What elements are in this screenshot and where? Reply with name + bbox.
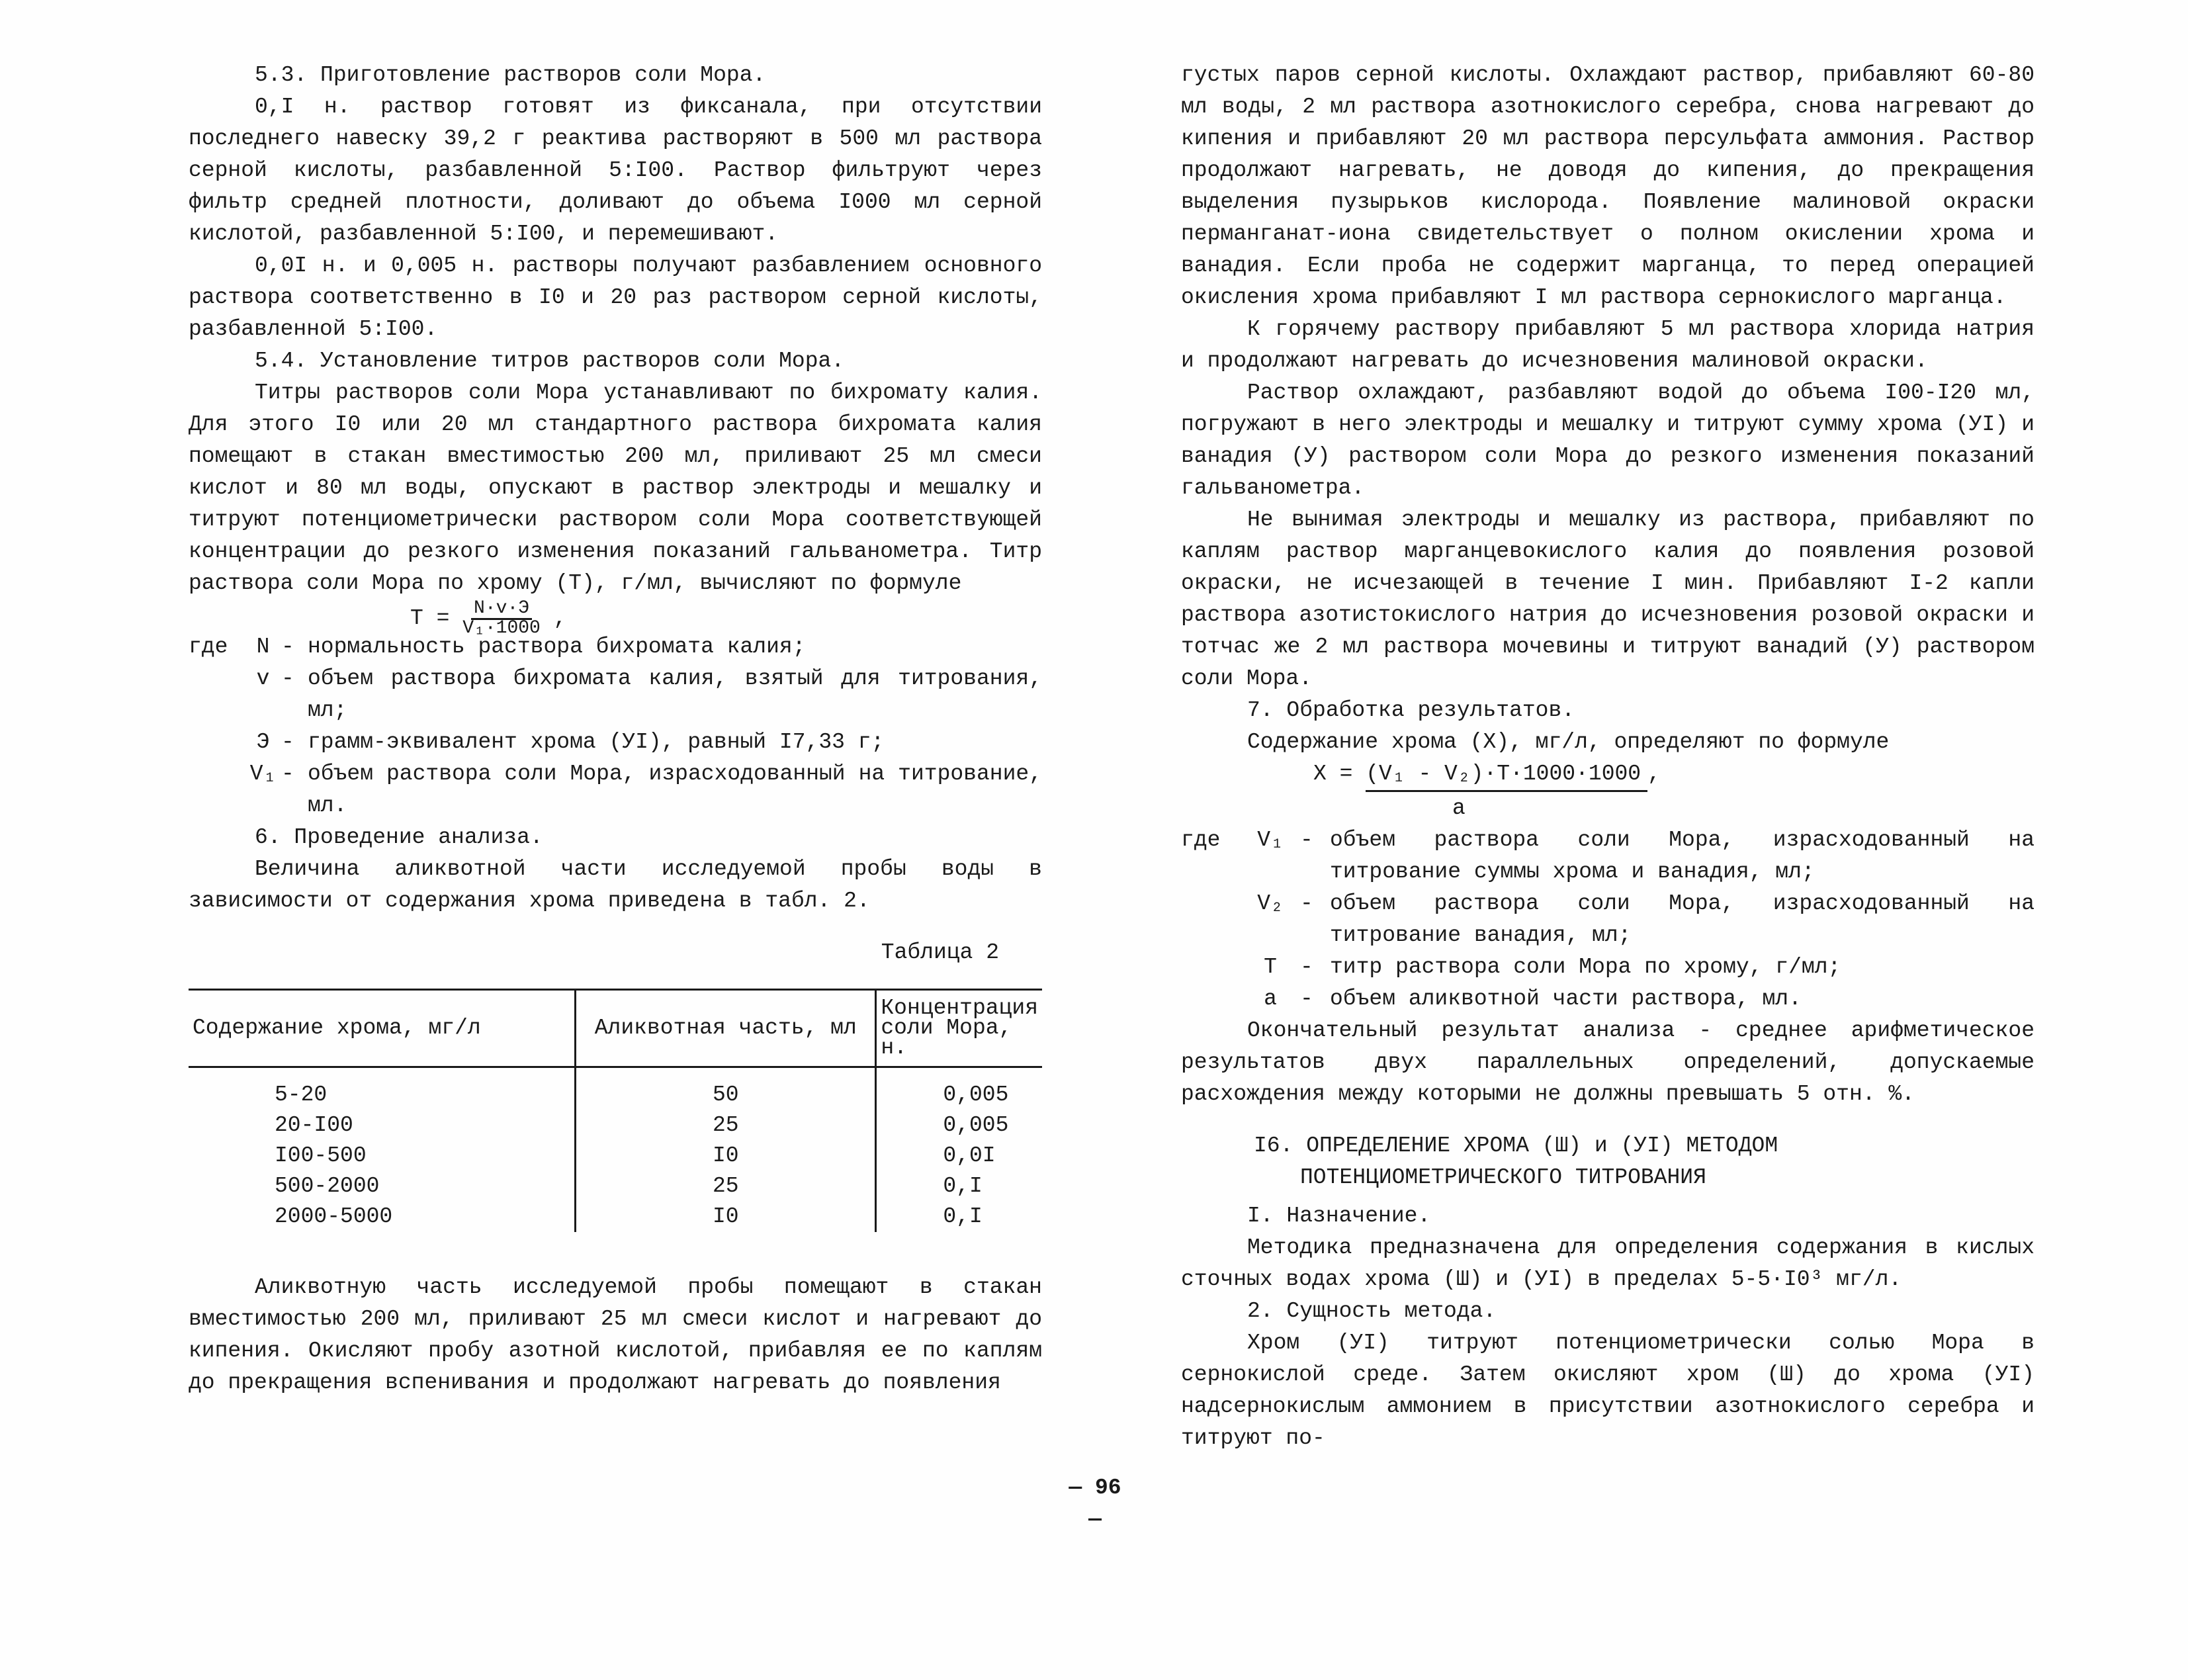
legend-symbol: a <box>1264 987 1277 1011</box>
legend-dash: - <box>281 730 294 754</box>
legend-symbol: V₂ <box>1257 891 1284 916</box>
section-heading-6: 6. Проведение анализа. <box>255 825 543 850</box>
legend-text: объем раствора соли Мора, израсходованный на титрование, мл. <box>308 762 1042 818</box>
table-cell: 2000-5000 <box>275 1204 393 1229</box>
paragraph: К горячему раствору прибавляют 5 мл раствора хлорида натрия и продолжают нагревать до исчезновения малиновой окраски. <box>1181 317 2035 373</box>
formula-numerator: (V₁ - V₂)·T·1000·1000 <box>1366 760 1647 792</box>
legend-text: грамм-эквивалент хрома (УI), равный I7,33 г; <box>308 730 885 754</box>
formula-titre <box>189 598 1042 639</box>
left-page <box>189 60 1042 1399</box>
table-cell: I0 <box>576 1202 876 1232</box>
paragraph: густых паров серной кислоты. Охлаждают раствор, прибавляют 60-80 мл воды, 2 мл раствора азотнокислого серебра, снова нагревают до кипения и прибавляют 20 мл раствора персульфата аммония. Раствор продолжают нагревать, не доводя до кипения, до прекращения выделения пузырьков кислорода. Появление малиновой окраски перманганат-иона свидетельствует о полном окислении хрома и ванадия. Если проба не содержит марганца, то перед операцией окисления хрома прибавляют I мл раствора сернокислого марганца. <box>1181 63 2035 310</box>
legend-dash: - <box>1300 828 1313 852</box>
paragraph: Раствор охлаждают, разбавляют водой до объема I00-I20 мл, погружают в него электроды и мешалку и титруют сумму хрома (УI) и ванадия (У) раствором соли Мора до резкого изменения показаний гальванометра. <box>1181 380 2035 500</box>
formula-denominator: V₁·1000 <box>462 618 541 639</box>
section-title <box>1181 1130 2035 1194</box>
formula-legend <box>1181 824 2035 1015</box>
paragraph: Титры растворов соли Мора устанавливают по бихромату калия. Для этого I0 или 20 мл стандартного раствора бихромата калия помещают в стакан вместимостью 200 мл, приливают 25 мл смеси кислот и 80 мл воды, опускают в раствор электроды и мешалку и титруют потенциометрически раствором соли Мора соответствующей концентрации до резкого изменения показаний гальванометра. Титр раствора соли Мора по хрому (Т), г/мл, вычисляют по формуле <box>189 380 1042 596</box>
legend-symbol: v <box>256 666 270 691</box>
formula-comma: , <box>553 606 567 631</box>
formula-comma: , <box>1647 762 1661 786</box>
table-caption: Таблица 2 <box>881 940 999 965</box>
table-row <box>189 1141 1042 1171</box>
paragraph: 0,I н. раствор готовят из фиксанала, при отсутствии последнего навеску 39,2 г реактива растворяют в 500 мл раствора серной кислоты, разбавленной 5:I00. Раствор фильтруют через фильтр средней плотности, доливают до объема I000 мл серной кислотой, разбавленной 5:I00, и перемешивают. <box>189 95 1042 246</box>
section-heading-5-3: 5.3. Приготовление растворов соли Мора. <box>255 63 766 87</box>
paragraph: Не вынимая электроды и мешалку из раствора, прибавляют по каплям раствор марганцевокислого калия до появления розовой окраски, не исчезающей в течение I мин. Прибавляют I-2 капли раствора азотистокислого натрия до исчезновения розовой окраски и тотчас же 2 мл раствора мочевины и титруют ванадий (У) раствором соли Мора. <box>1181 508 2035 691</box>
table-header-row <box>189 990 1042 1067</box>
table-cell: 50 <box>576 1067 876 1111</box>
formula-fraction <box>462 599 541 637</box>
table-cell: 20-I00 <box>275 1113 353 1137</box>
table-cell: I0 <box>576 1141 876 1171</box>
where-word: где <box>1181 828 1221 852</box>
table-row <box>189 1171 1042 1202</box>
section-title-line: ПОТЕНЦИОМЕТРИЧЕСКОГО ТИТРОВАНИЯ <box>1300 1165 1706 1190</box>
column-header: Аликвотная часть, мл <box>576 990 876 1067</box>
legend-symbol: V₁ <box>1257 828 1284 852</box>
paragraph: 0,0I н. и 0,005 н. растворы получают разбавлением основного раствора соответственно в I0 и 20 раз раствором серной кислоты, разбавленной 5:I00. <box>189 253 1042 341</box>
table-cell: 0,I <box>876 1171 1042 1202</box>
formula-chromium <box>1181 758 2035 824</box>
legend-text: объем раствора бихромата калия, взятый для титрования, мл; <box>308 666 1042 723</box>
legend-dash: - <box>281 762 294 786</box>
paragraph: Аликвотную часть исследуемой пробы помещают в стакан вместимостью 200 мл, приливают 25 мл смеси кислот и нагревают до кипения. Окисляют пробу азотной кислотой, прибавляя ее по каплям до прекращения вспенивания и продолжают нагревать до появления <box>189 1275 1042 1395</box>
section-heading-5-4: 5.4. Установление титров растворов соли Мора. <box>255 349 845 373</box>
legend-symbol: V₁ <box>249 762 277 786</box>
legend-dash: - <box>1300 891 1313 916</box>
data-table <box>189 989 1042 1232</box>
formula-denominator: a <box>1452 796 1466 820</box>
table-row <box>189 1110 1042 1141</box>
legend-symbol: N <box>256 635 270 659</box>
formula-legend <box>189 631 1042 822</box>
formula-numerator: N·v·Э <box>471 599 532 620</box>
section-title-line: I6. ОПРЕДЕЛЕНИЕ ХРОМА (Ш) и (УI) МЕТОДОМ <box>1254 1133 1778 1158</box>
table-cell: 0,005 <box>876 1067 1042 1111</box>
subsection-heading: I. Назначение. <box>1247 1204 1431 1228</box>
formula-lhs: X = <box>1313 762 1353 786</box>
legend-text: объем аликвотной части раствора, мл. <box>1330 987 1802 1011</box>
legend-text: титр раствора соли Мора по хрому, г/мл; <box>1330 955 1841 979</box>
right-page <box>1181 60 2035 1454</box>
table-cell: 500-2000 <box>275 1174 380 1198</box>
table-row <box>189 1067 1042 1111</box>
paragraph: Хром (УI) титруют потенциометрически солью Мора в сернокислой среде. Затем окисляют хром (Ш) до хрома (УI) надсернокислым аммонием в присутствии азотнокислого серебра и титруют по- <box>1181 1331 2035 1450</box>
table-cell: 0,005 <box>876 1110 1042 1141</box>
legend-dash: - <box>1300 955 1313 979</box>
table-row <box>189 1202 1042 1232</box>
column-header: Содержание хрома, мг/л <box>189 990 576 1067</box>
legend-dash: - <box>1300 987 1313 1011</box>
legend-dash: - <box>281 666 294 691</box>
legend-text: объем раствора соли Мора, израсходованный на титрование ванадия, мл; <box>1330 891 2035 948</box>
formula-lhs: Т = <box>410 606 450 631</box>
legend-text: объем раствора соли Мора, израсходованный на титрование суммы хрома и ванадия, мл; <box>1330 828 2035 884</box>
subsection-heading: 2. Сущность метода. <box>1247 1299 1497 1323</box>
legend-dash: - <box>281 635 294 659</box>
legend-symbol: T <box>1264 955 1277 979</box>
table-cell: I00-500 <box>275 1143 367 1168</box>
legend-symbol: Э <box>256 730 270 754</box>
column-header: Концентрация соли Мора, н. <box>876 990 1042 1067</box>
table-cell: 0,I <box>876 1202 1042 1232</box>
where-word: где <box>189 635 228 659</box>
legend-text: нормальность раствора бихромата калия; <box>308 635 806 659</box>
paragraph: Методика предназначена для определения содержания в кислых сточных водах хрома (Ш) и (УI) в пределах 5-5·I0³ мг/л. <box>1181 1235 2035 1292</box>
page-number: — 96 — <box>1069 1476 1121 1532</box>
table-cell: 5-20 <box>275 1083 328 1107</box>
paragraph: Окончательный результат анализа - среднее арифметическое результатов двух параллельных определений, допускаемые расхождения между которыми не должны превышать 5 отн. %. <box>1181 1018 2035 1106</box>
table-cell: 0,0I <box>876 1141 1042 1171</box>
section-heading-7: 7. Обработка результатов. <box>1247 698 1575 723</box>
table-cell: 25 <box>576 1171 876 1202</box>
table-cell: 25 <box>576 1110 876 1141</box>
paragraph: Содержание хрома (X), мг/л, определяют по формуле <box>1247 730 1890 754</box>
paragraph: Величина аликвотной части исследуемой пробы воды в зависимости от содержания хрома приведена в табл. 2. <box>189 857 1042 913</box>
